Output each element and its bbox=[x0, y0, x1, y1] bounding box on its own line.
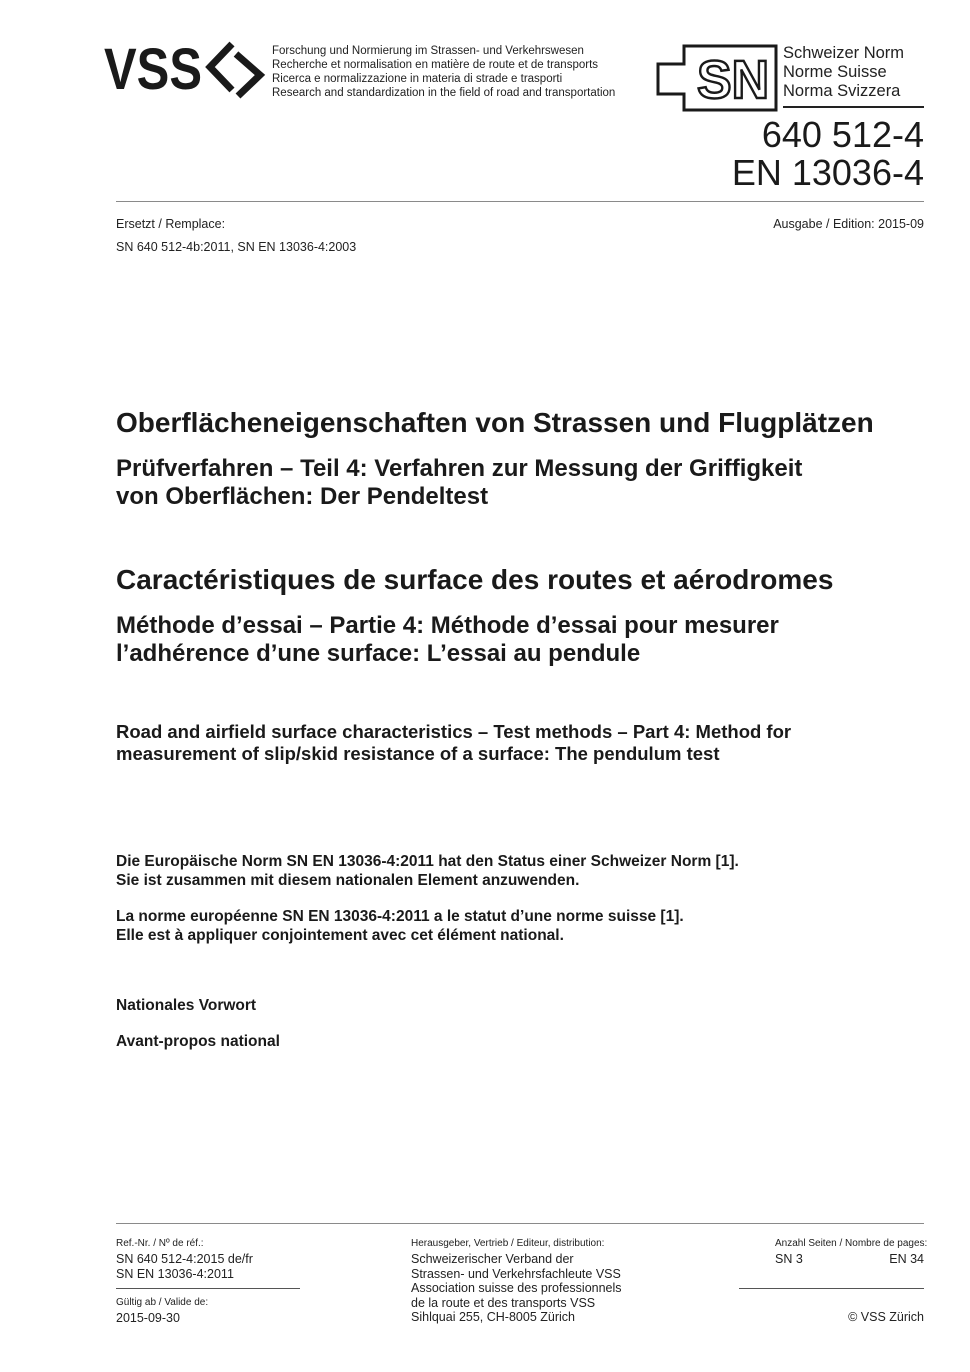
subtitle-fr bbox=[116, 612, 779, 668]
publisher-label: Herausgeber, Vertrieb / Editeur, distribution: bbox=[411, 1238, 605, 1249]
footer-pages bbox=[775, 1238, 928, 1267]
title-en bbox=[116, 721, 791, 765]
standard-number: 640 512-4 bbox=[761, 114, 924, 155]
status-fr-line: Elle est à appliquer conjointement avec cet élément national. bbox=[116, 927, 564, 944]
standard-numbers bbox=[732, 116, 924, 192]
subtitle-de-line: Prüfverfahren – Teil 4: Verfahren zur Messung der Griffigkeit bbox=[116, 455, 803, 482]
title-fr: Caractéristiques de surface des routes et aérodromes bbox=[116, 564, 834, 595]
status-fr-line: La norme européenne SN EN 13036-4:2011 a le statut d’une norme suisse [1]. bbox=[116, 908, 684, 925]
sn-name-de: Schweizer Norm bbox=[783, 44, 905, 62]
ref-label: Ref.-Nr. / Nº de réf.: bbox=[116, 1238, 204, 1249]
sn-names bbox=[783, 44, 904, 101]
vss-tagline bbox=[272, 44, 615, 100]
copyright: © VSS Zürich bbox=[848, 1310, 924, 1324]
en-number: EN 13036-4 bbox=[731, 152, 924, 193]
subtitle-de bbox=[116, 455, 802, 511]
valid-label: Gültig ab / Valide de: bbox=[116, 1297, 209, 1308]
vss-chevron-icon bbox=[210, 44, 260, 96]
vss-tagline-de: Forschung und Normierung im Strassen- und Verkehrswesen bbox=[272, 45, 584, 57]
footer-validity bbox=[116, 1297, 208, 1326]
footer-publisher bbox=[411, 1238, 622, 1325]
status-de-line: Sie ist zusammen mit diesem nationalen Element anzuwenden. bbox=[116, 872, 580, 889]
replaces-value: SN 640 512-4b:2011, SN EN 13036-4:2003 bbox=[116, 240, 357, 254]
header-divider bbox=[116, 201, 924, 202]
replaces-label: Ersetzt / Remplace: bbox=[116, 217, 226, 231]
status-de-line: Die Europäische Norm SN EN 13036-4:2011 hat den Status einer Schweizer Norm [1]. bbox=[116, 853, 739, 870]
publisher-line: de la route et des transports VSS bbox=[411, 1295, 596, 1310]
footer-ref-rule bbox=[116, 1288, 300, 1289]
footer-divider bbox=[116, 1223, 924, 1224]
vss-logo-text: VSS bbox=[104, 40, 202, 100]
footer-pages-rule bbox=[739, 1288, 924, 1289]
publisher-line: Association suisse des professionnels bbox=[411, 1281, 622, 1295]
ref-value: SN 640 512-4:2015 de/fr bbox=[116, 1252, 253, 1266]
edition: Ausgabe / Edition: 2015-09 bbox=[773, 217, 924, 231]
status-fr bbox=[116, 907, 684, 945]
title-de: Oberflächeneigenschaften von Strassen und Flugplätzen bbox=[116, 407, 874, 438]
pages-label: Anzahl Seiten / Nombre de pages: bbox=[775, 1238, 928, 1249]
ref-value: SN EN 13036-4:2011 bbox=[116, 1266, 234, 1281]
vss-tagline-fr: Recherche et normalisation en matière de route et de transports bbox=[272, 59, 599, 71]
title-en-line: measurement of slip/skid resistance of a surface: The pendulum test bbox=[116, 743, 720, 764]
publisher-line: Sihlquai 255, CH-8005 Zürich bbox=[411, 1310, 575, 1324]
sn-names-rule bbox=[783, 106, 924, 108]
sn-name-it: Norma Svizzera bbox=[783, 82, 901, 100]
vss-tagline-en: Research and standardization in the field of road and transportation bbox=[272, 87, 616, 99]
vss-tagline-it: Ricerca e normalizzazione in materia di strade e trasporti bbox=[272, 73, 563, 85]
publisher-line: Strassen- und Verkehrsfachleute VSS bbox=[411, 1266, 621, 1281]
subtitle-de-line: von Oberflächen: Der Pendeltest bbox=[116, 483, 489, 510]
pages-en: EN 34 bbox=[889, 1252, 924, 1266]
footer-reference bbox=[116, 1238, 253, 1281]
sn-logo bbox=[656, 44, 780, 112]
foreword-de: Nationales Vorwort bbox=[116, 997, 257, 1014]
subtitle-fr-line: l’adhérence d’une surface: L’essai au pendule bbox=[116, 640, 641, 667]
vss-logo bbox=[104, 40, 266, 100]
pages-sn: SN 3 bbox=[775, 1252, 803, 1266]
valid-value: 2015-09-30 bbox=[116, 1311, 180, 1325]
foreword-fr: Avant-propos national bbox=[116, 1033, 280, 1050]
publisher-line: Schweizerischer Verband der bbox=[411, 1252, 574, 1266]
sn-name-fr: Norme Suisse bbox=[783, 63, 887, 81]
sn-logo-text: SN bbox=[697, 50, 769, 110]
status-de bbox=[116, 852, 739, 890]
title-en-line: Road and airfield surface characteristics – Test methods – Part 4: Method for bbox=[116, 721, 792, 742]
subtitle-fr-line: Méthode d’essai – Partie 4: Méthode d’essai pour mesurer bbox=[116, 612, 779, 639]
